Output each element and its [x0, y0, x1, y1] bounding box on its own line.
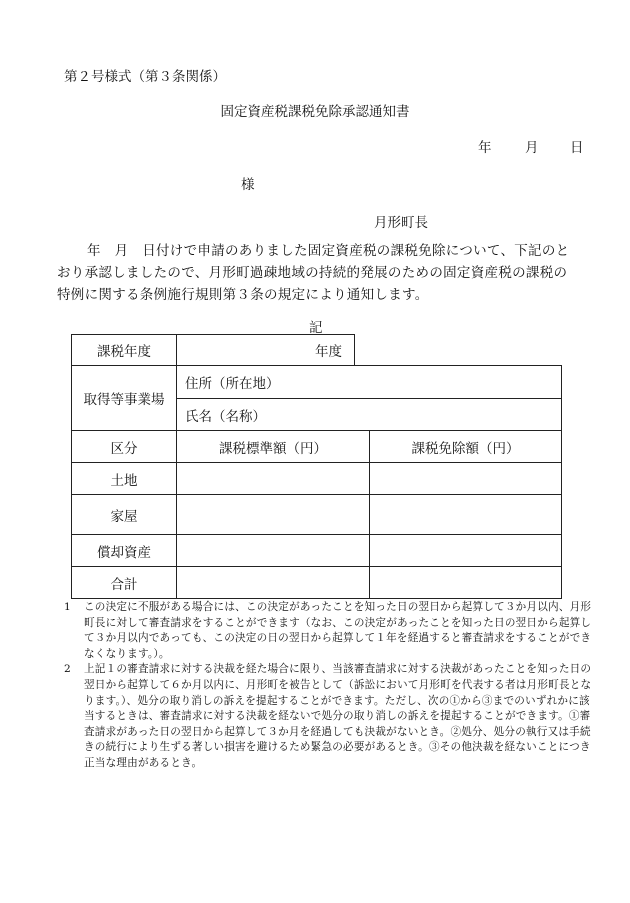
name-field [177, 399, 562, 431]
depreciable-exemption-cell [370, 535, 562, 567]
total-standard-cell [177, 567, 370, 599]
note-number: 1 [64, 601, 71, 613]
note-item [62, 600, 592, 662]
note-number: 2 [64, 663, 71, 676]
table-row [72, 495, 562, 535]
table-row [72, 535, 562, 567]
row-label-total: 合計 [72, 567, 177, 599]
tax-year-field [177, 335, 355, 366]
house-standard-cell [177, 495, 370, 535]
note-text: この決定に不服がある場合には、この決定があったことを知った日の翌日から起算して３か月以内、月形町長に対して審査請求をすることができます（なお、この決定があったことを知った日の翌日から起算して３か月以内であっても、この決定の日の翌日から起算して１年を経過すると審査請求をすることができなくなります。）。 [84, 601, 592, 660]
office-address-row [72, 366, 562, 399]
date-year-label: 年 [478, 140, 492, 156]
tax-year-unit: 年度 [315, 344, 342, 360]
land-exemption-cell [370, 463, 562, 495]
table-row [72, 463, 562, 495]
land-standard-cell [177, 463, 370, 495]
header-row [72, 431, 562, 463]
office-label: 取得等事業場 [72, 366, 177, 431]
address-field [177, 366, 562, 399]
house-exemption-cell [370, 495, 562, 535]
notes [62, 600, 592, 772]
depreciable-standard-cell [177, 535, 370, 567]
form-number: 第２号様式（第３条関係） [64, 69, 226, 85]
note-item [62, 662, 592, 771]
tax-year-row [72, 335, 562, 366]
table-row [72, 567, 562, 599]
row-label-land: 土地 [72, 463, 177, 495]
header-standard: 課税標準額（円） [177, 431, 370, 463]
row-label-house: 家屋 [72, 495, 177, 535]
addressee-suffix: 様 [241, 177, 255, 193]
body-text: 年 月 日付けで申請のありました固定資産税の課税免除について、下記のとおり承認しましたので、月形町過疎地域の持続的発展のための固定資産税の課税の特例に関する条例施行規則第３条の規定により通知します。 [57, 243, 570, 303]
tax-year-label: 課税年度 [72, 335, 177, 366]
document-title: 固定資産税課税免除承認通知書 [220, 104, 410, 120]
header-exemption: 課税免除額（円） [370, 431, 562, 463]
name-label: 氏名（名称） [185, 408, 266, 425]
date-day-label: 日 [570, 140, 584, 156]
total-exemption-cell [370, 567, 562, 599]
row-label-depreciable: 償却資産 [72, 535, 177, 567]
date-month-label: 月 [525, 140, 539, 156]
issuer: 月形町長 [374, 215, 428, 231]
header-category: 区分 [72, 431, 177, 463]
ki-label: 記 [309, 320, 323, 336]
exemption-table [71, 334, 562, 599]
address-label: 住所（所在地） [185, 376, 280, 392]
note-text: 上記１の審査請求に対する決裁を経た場合に限り、当該審査請求に対する決裁があったことを知った日の翌日から起算して６か月以内に、月形町を被告として（訴訟において月形町を代表する者は月形町長となります。）、処分の取り消しの訴えを提起することができます。ただし、次の①から③までのいずれかに該当するときは、審査請求に対する決裁を経ないで処分の取り消しの訴えを提起することができます。①審査請求があった日の翌日から起算して３か月を経過しても決裁がないとき。②処分、処分の執行又は手続きの続行により生ずる著しい損害を避けるため緊急の必要があるとき。③その他決裁を経ないことにつき正当な理由があるとき。 [84, 663, 592, 769]
